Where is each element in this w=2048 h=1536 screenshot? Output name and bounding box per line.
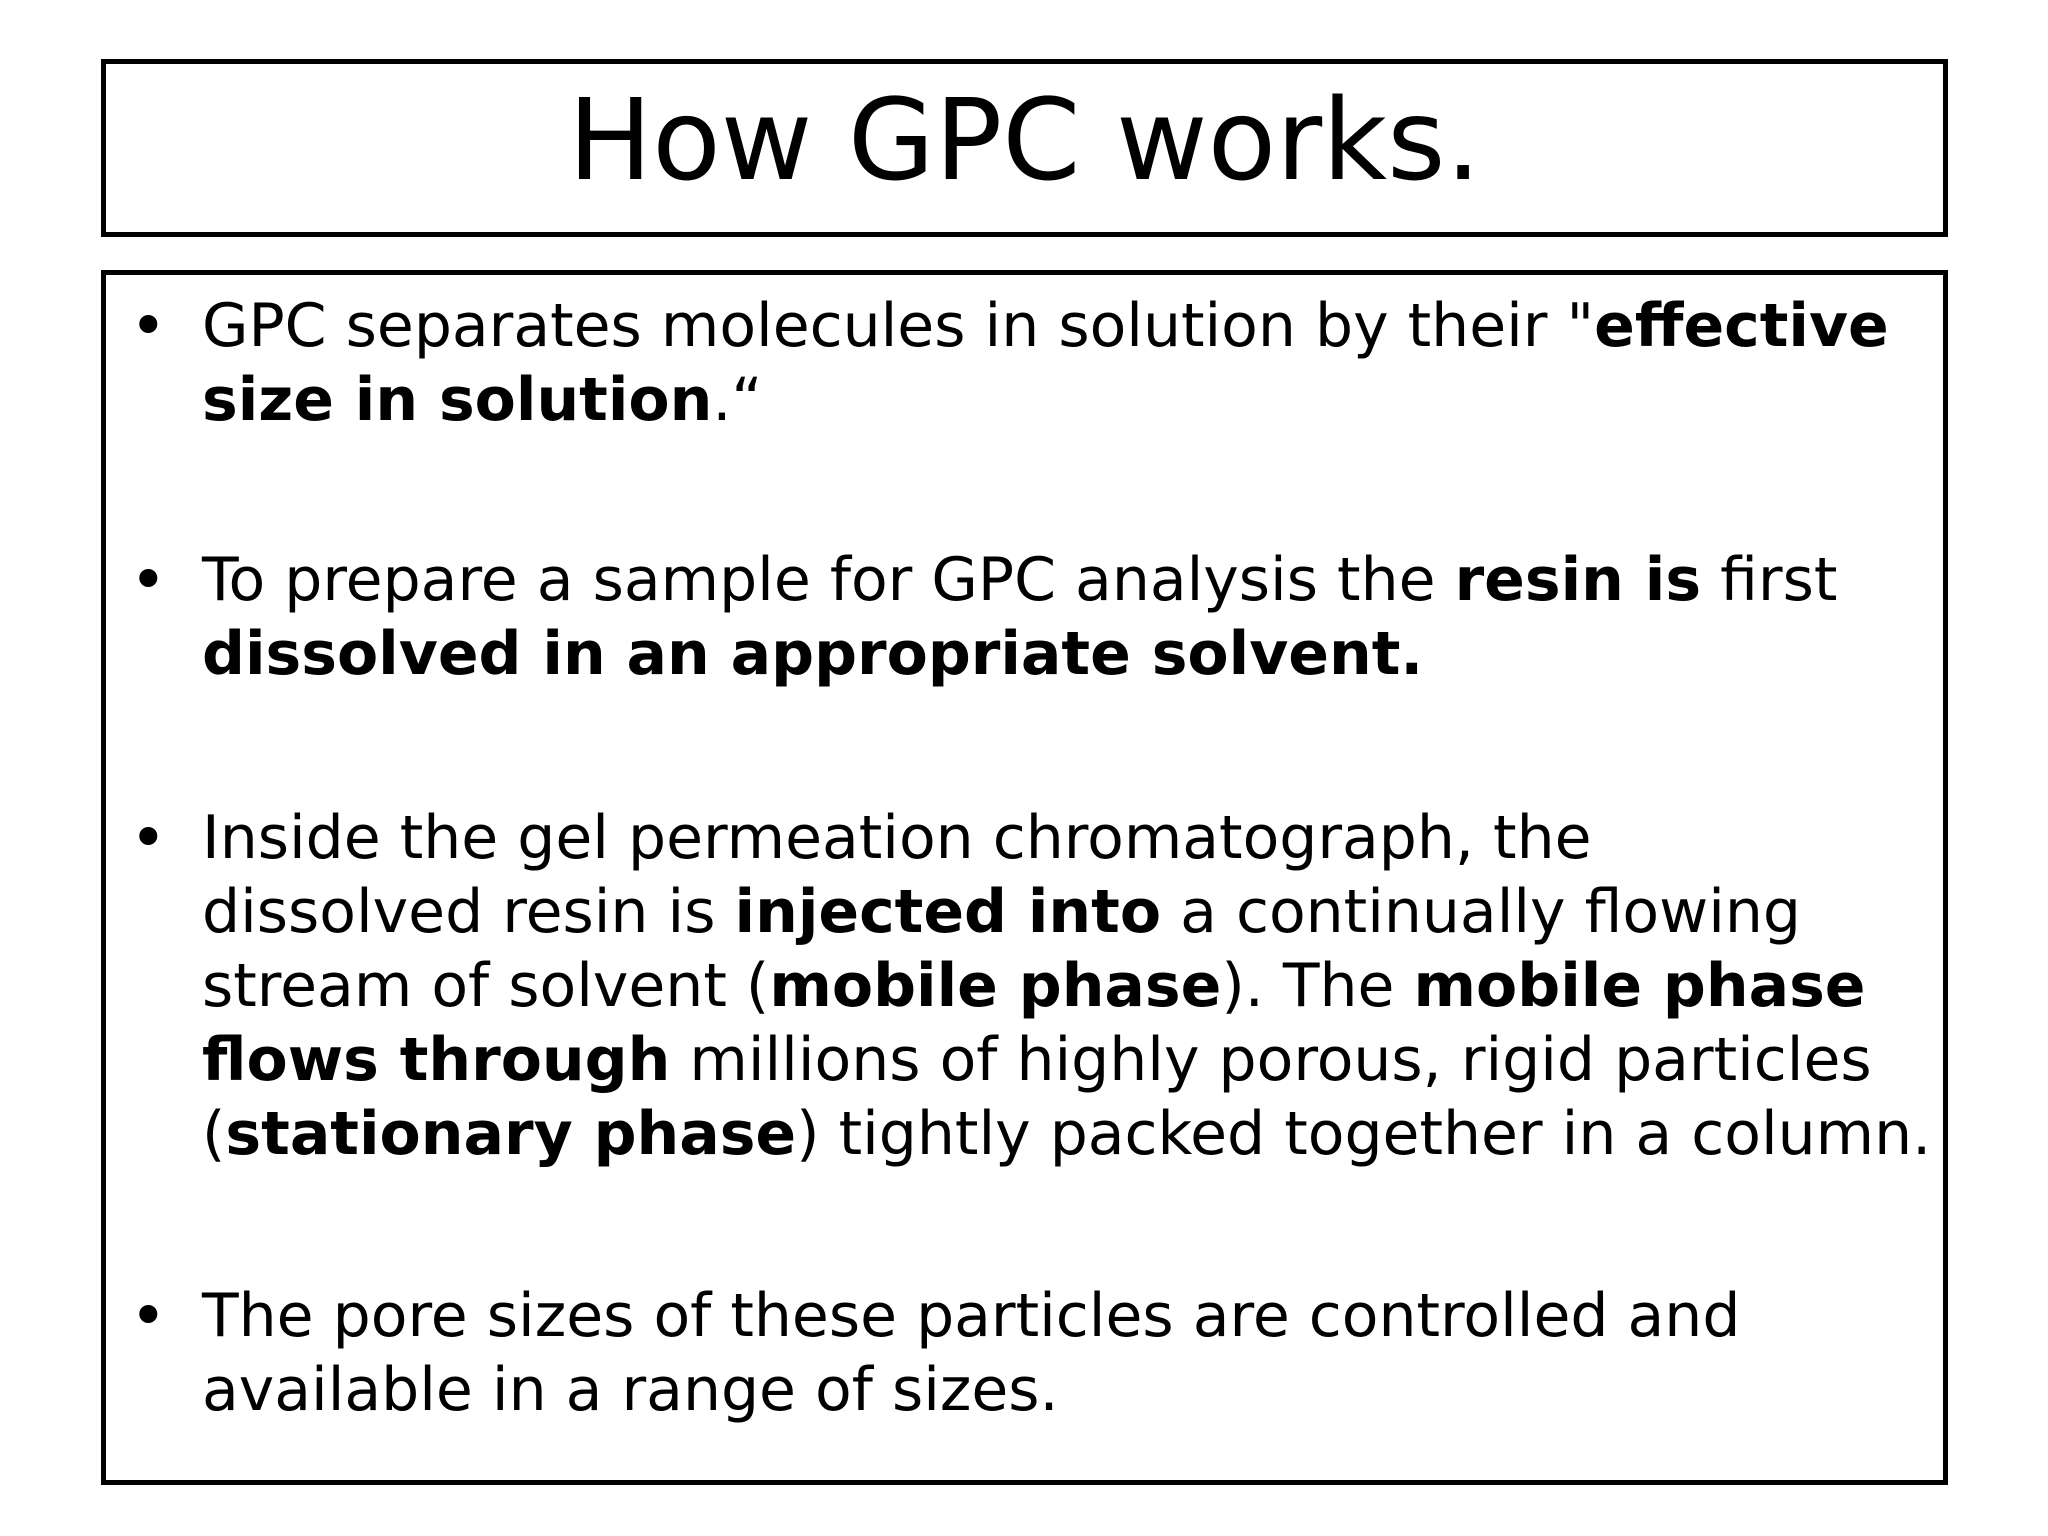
bullet-line bbox=[202, 1097, 1942, 1171]
bullet-line bbox=[202, 949, 1942, 1023]
bullet-line bbox=[202, 875, 1942, 949]
text-run: a continually flowing bbox=[1161, 877, 1801, 947]
bold-text-run: dissolved in an appropriate solvent. bbox=[202, 619, 1424, 689]
bold-text-run: resin is bbox=[1454, 545, 1702, 615]
bullet-dot-icon: • bbox=[130, 289, 167, 362]
slide-title: How GPC works. bbox=[567, 76, 1482, 206]
bullet-text bbox=[202, 289, 1942, 437]
bullet-line bbox=[202, 1279, 1942, 1353]
text-run: ) tightly packed together in a column. bbox=[796, 1099, 1932, 1169]
bold-text-run: mobile phase bbox=[1413, 951, 1866, 1021]
bullet-line bbox=[202, 363, 1942, 437]
bullet-line bbox=[202, 617, 1942, 691]
text-run: dissolved resin is bbox=[202, 877, 735, 947]
bold-text-run: size in solution bbox=[202, 365, 713, 435]
bullet-line bbox=[202, 801, 1942, 875]
bullet-line bbox=[202, 1353, 1942, 1427]
bold-text-run: mobile phase bbox=[769, 951, 1222, 1021]
text-run: available in a range of sizes. bbox=[202, 1355, 1059, 1425]
bold-text-run: injected into bbox=[734, 877, 1162, 947]
bullet-line bbox=[202, 1023, 1942, 1097]
content-box bbox=[101, 270, 1948, 1485]
bold-text-run: flows through bbox=[202, 1025, 671, 1095]
text-run: first bbox=[1701, 545, 1838, 615]
bullet-dot-icon: • bbox=[130, 801, 167, 874]
bullet-text bbox=[202, 1279, 1942, 1427]
bold-text-run: effective bbox=[1594, 291, 1889, 361]
bullet-text bbox=[202, 801, 1942, 1171]
text-run: ). The bbox=[1221, 951, 1414, 1021]
text-run: The pore sizes of these particles are controlled and bbox=[202, 1281, 1741, 1351]
text-run: GPC separates molecules in solution by their " bbox=[202, 291, 1595, 361]
bullet-line bbox=[202, 289, 1942, 363]
text-run: To prepare a sample for GPC analysis the bbox=[202, 545, 1455, 615]
bold-text-run: stationary phase bbox=[225, 1099, 797, 1169]
text-run: millions of highly porous, rigid particles bbox=[670, 1025, 1872, 1095]
bullet-dot-icon: • bbox=[130, 543, 167, 616]
text-run: ( bbox=[202, 1099, 226, 1169]
text-run: .“ bbox=[712, 365, 763, 435]
bullet-dot-icon: • bbox=[130, 1279, 167, 1352]
title-box bbox=[101, 59, 1948, 237]
bullet-text bbox=[202, 543, 1942, 691]
text-run: Inside the gel permeation chromatograph, the bbox=[202, 803, 1592, 873]
text-run: stream of solvent ( bbox=[202, 951, 770, 1021]
bullet-line bbox=[202, 543, 1942, 617]
